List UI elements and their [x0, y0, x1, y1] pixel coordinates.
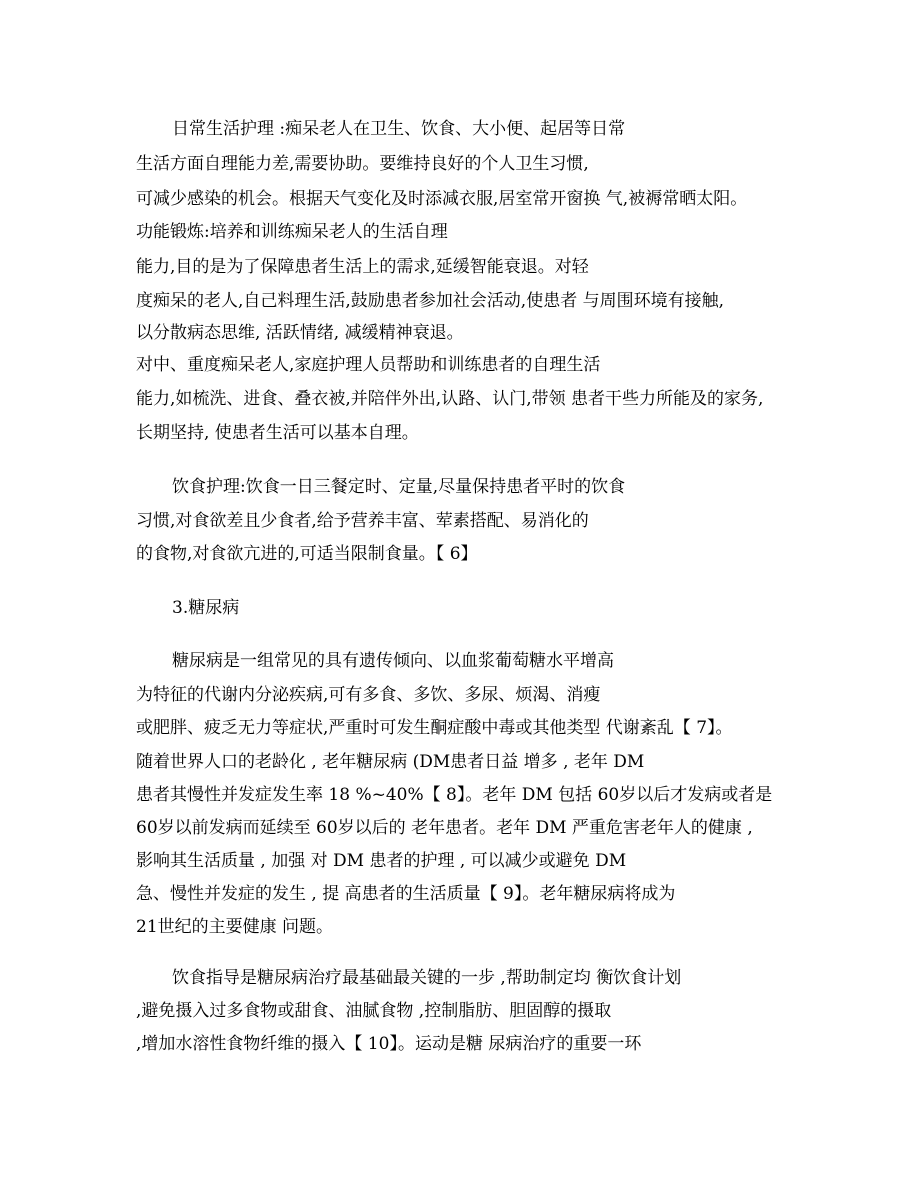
paragraph-line: 长期坚持, 使患者生活可以基本自理。 — [136, 423, 419, 443]
paragraph-line: 60岁以前发病而延续至 60岁以后的 老年患者。老年 DM 严重危害老年人的健康 , — [136, 818, 753, 838]
paragraph-line: 日常生活护理 :痴呆老人在卫生、饮食、大小便、起居等日常 — [172, 119, 626, 139]
paragraph-line: 或肥胖、疲乏无力等症状,严重时可发生酮症酸中毒或其他类型 代谢紊乱【 7】。 — [136, 718, 733, 738]
paragraph-line: 患者其慢性并发症发生率 18 %~40%【 8】。老年 DM 包括 60岁以后才发病或者是 — [136, 785, 773, 805]
paragraph-line: 饮食护理:饮食一日三餐定时、定量,尽量保持患者平时的饮食 — [172, 477, 626, 497]
paragraph-line: 生活方面自理能力差,需要协助。要维持良好的个人卫生习惯, — [136, 154, 589, 174]
section-heading: 3.糖尿病 — [172, 598, 240, 618]
paragraph-line: 习惯,对食欲差且少食者,给予营养丰富、荤素搭配、易消化的 — [136, 511, 589, 531]
paragraph-line: 功能锻炼:培养和训练痴呆老人的生活自理 — [136, 222, 448, 242]
paragraph-line: ,增加水溶性食物纤维的摄入【 10】。运动是糖 尿病治疗的重要一环 — [136, 1034, 642, 1054]
paragraph-line: 为特征的代谢内分泌疾病,可有多食、多饮、多尿、烦渴、消瘦 — [136, 685, 601, 705]
paragraph-line: 可减少感染的机会。根据天气变化及时添减衣服,居室常开窗换 气,被褥常晒太阳。 — [136, 189, 748, 209]
paragraph-line: 对中、重度痴呆老人,家庭护理人员帮助和训练患者的自理生活 — [136, 355, 601, 375]
paragraph-line: 急、慢性并发症的发生 , 提 高患者的生活质量【 9】。老年糖尿病将成为 — [136, 884, 676, 904]
paragraph-line: 糖尿病是一组常见的具有遗传倾向、以血浆葡萄糖水平增高 — [172, 651, 614, 671]
paragraph-line: 饮食指导是糖尿病治疗最基础最关键的一步 ,帮助制定均 衡饮食计划 — [172, 968, 682, 988]
paragraph-line: 影响其生活质量 , 加强 对 DM 患者的护理 , 可以减少或避免 DM — [136, 851, 627, 871]
paragraph-line: ,避免摄入过多食物或甜食、油腻食物 ,控制脂肪、胆固醇的摄取 — [136, 1001, 612, 1021]
paragraph-line: 能力,如梳洗、进食、叠衣被,并陪伴外出,认路、认门,带领 患者干些力所能及的家务, — [136, 389, 764, 409]
paragraph-line: 的食物,对食欲亢进的,可适当限制食量。【 6】 — [136, 544, 478, 564]
paragraph-line: 以分散病态思维, 活跃情绪, 减缓精神衰退。 — [136, 323, 464, 343]
paragraph-line: 21世纪的主要健康 问题。 — [136, 917, 334, 937]
paragraph-line: 随着世界人口的老龄化 , 老年糖尿病 (DM患者日益 增多 , 老年 DM — [136, 752, 645, 772]
paragraph-line: 度痴呆的老人,自己料理生活,鼓励患者参加社会活动,使患者 与周围环境有接触, — [136, 291, 725, 311]
paragraph-line: 能力,目的是为了保障患者生活上的需求,延缓智能衰退。对轻 — [136, 257, 589, 277]
